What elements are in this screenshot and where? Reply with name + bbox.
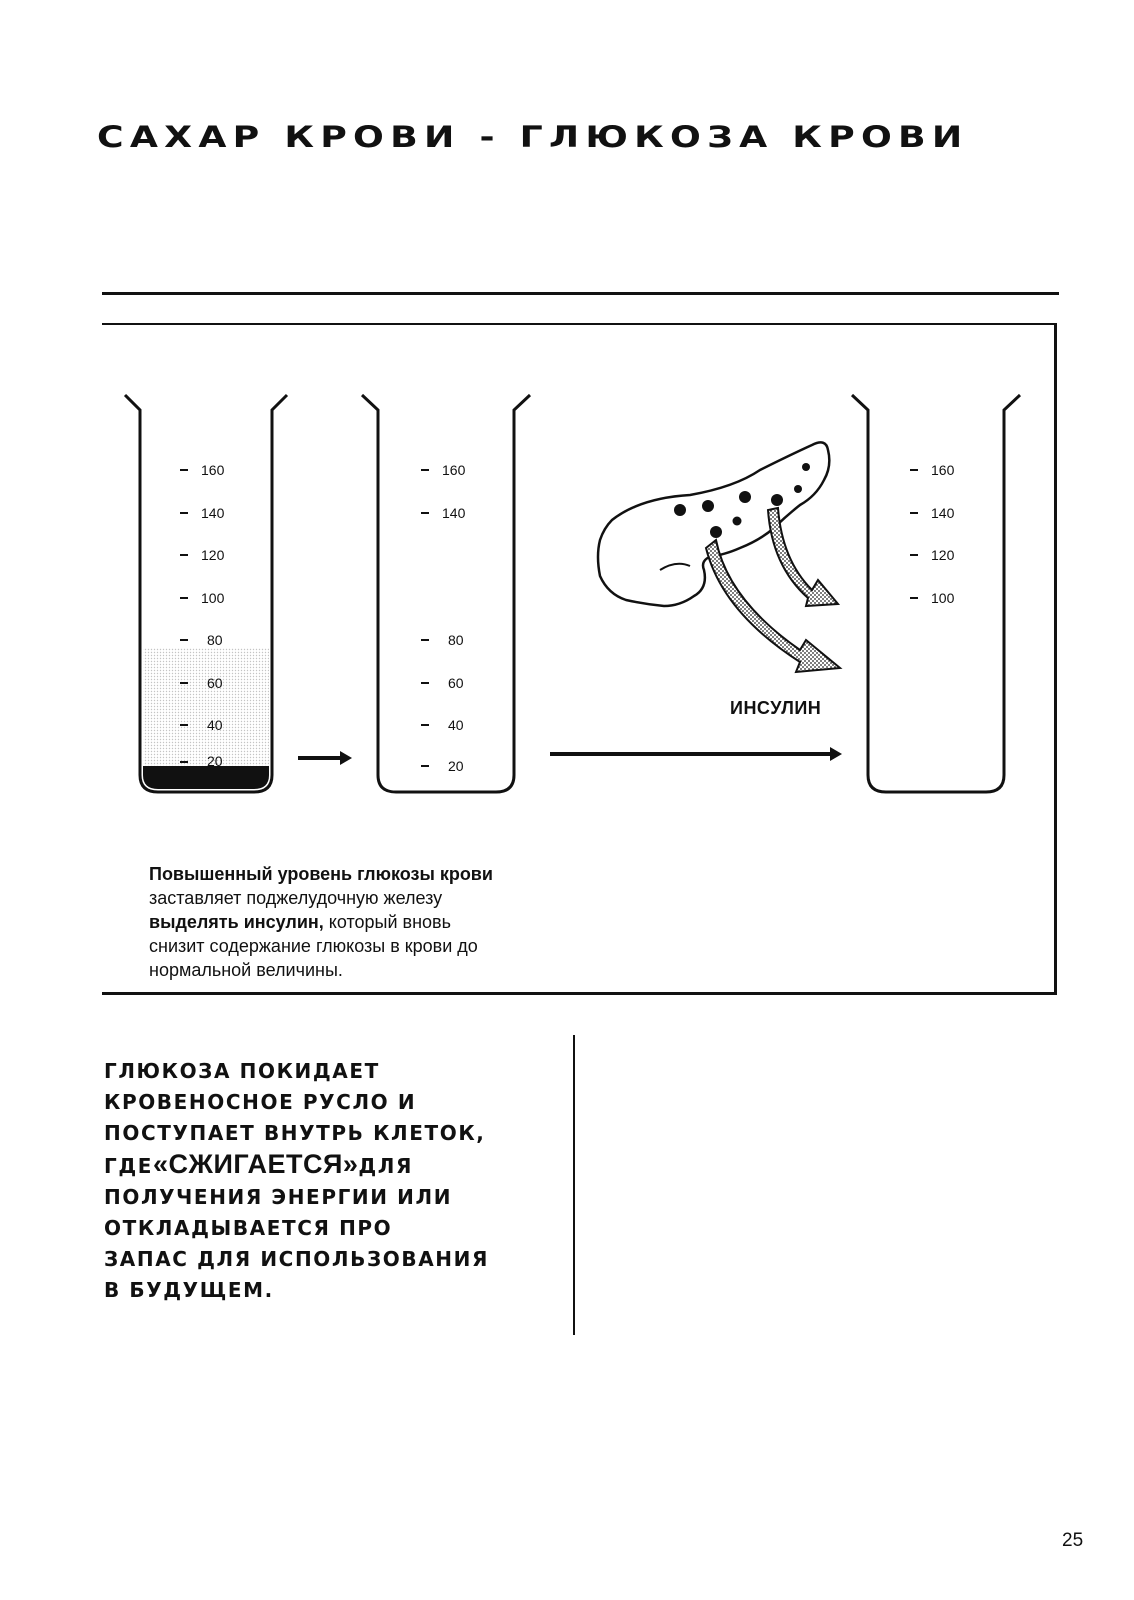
scale-label: 100 [931, 590, 955, 606]
scale-label: 120 [931, 547, 955, 563]
scale-label: 120 [201, 547, 225, 563]
body-word: ДЛЯ [358, 1154, 414, 1178]
burns-emphasis: «СЖИГАЕТСЯ» [153, 1149, 359, 1179]
caption-bold-1: Повышенный уровень глюкозы крови [149, 864, 493, 884]
caption-text-2: который вновь [323, 912, 452, 932]
arrow-long [550, 747, 842, 761]
body-line: ПОСТУПАЕТ ВНУТРЬ КЛЕТОК, [104, 1121, 486, 1145]
figure-caption [149, 862, 589, 982]
scale-label: 20 [448, 758, 464, 774]
scale-label: 160 [201, 462, 225, 478]
caption-text-3: снизит содержание глюкозы в крови до [149, 936, 478, 956]
caption-bold-2: выделять инсулин, [149, 912, 324, 932]
scale-label: 160 [442, 462, 466, 478]
scale-label: 40 [448, 717, 464, 733]
body-line: В БУДУЩЕМ. [104, 1278, 274, 1302]
body-paragraph [104, 1056, 574, 1306]
body-line: ЗАПАС ДЛЯ ИСПОЛЬЗОВАНИЯ [104, 1247, 489, 1271]
beaker-normal-glucose [362, 395, 530, 792]
page-number: 25 [1062, 1530, 1084, 1551]
scale-label: 140 [931, 505, 955, 521]
body-line-emphasis [104, 1149, 574, 1182]
body-line: ОТКЛАДЫВАЕТСЯ ПРО [104, 1216, 393, 1240]
scale-label: 160 [931, 462, 955, 478]
scale-label: 60 [207, 675, 223, 691]
body-line: КРОВЕНОСНОЕ РУСЛО И [104, 1090, 417, 1114]
beaker-high-glucose [125, 395, 287, 792]
scale-label: 140 [201, 505, 225, 521]
arrow-short [298, 751, 352, 765]
scale-label: 20 [207, 753, 223, 769]
caption-text-1: заставляет поджелудочную железу [149, 888, 443, 908]
body-word: ГДЕ [104, 1154, 154, 1178]
insulin-label: ИНСУЛИН [730, 698, 822, 718]
scale-label: 80 [207, 632, 223, 648]
body-line: ПОЛУЧЕНИЯ ЭНЕРГИИ ИЛИ [104, 1185, 453, 1209]
scale-label: 40 [207, 717, 223, 733]
beaker-3-scale [910, 462, 955, 606]
beaker-after-insulin [852, 395, 1020, 792]
body-line: ГЛЮКОЗА ПОКИДАЕТ [104, 1059, 380, 1083]
beaker-2-scale [421, 462, 466, 774]
scale-label: 140 [442, 505, 466, 521]
scale-label: 80 [448, 632, 464, 648]
scale-label: 100 [201, 590, 225, 606]
page-title: САХАР КРОВИ - ГЛЮКОЗА КРОВИ [97, 120, 969, 154]
scale-label: 60 [448, 675, 464, 691]
caption-text-4: нормальной величины. [149, 960, 343, 980]
